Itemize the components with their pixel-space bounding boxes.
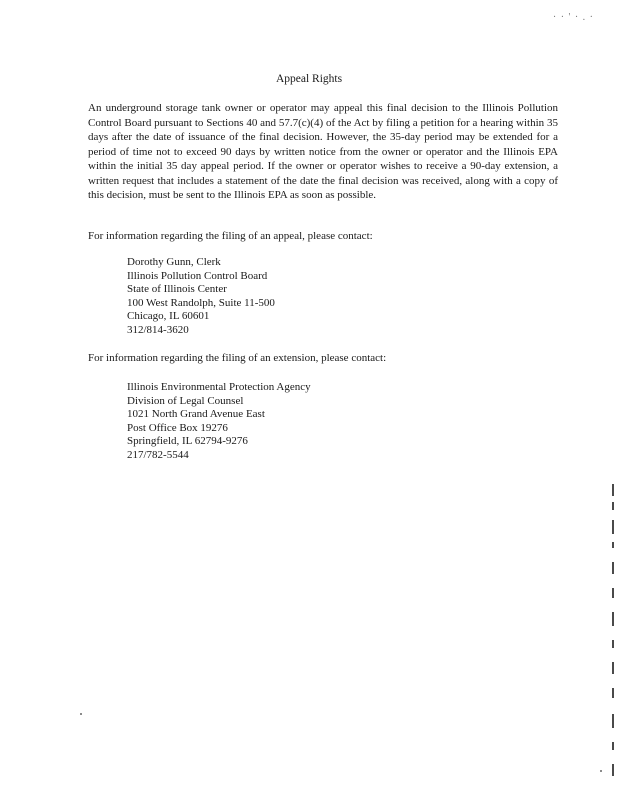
address-line: Dorothy Gunn, Clerk — [127, 256, 221, 268]
address-line: 100 West Randolph, Suite 11-500 — [127, 296, 275, 309]
appeal-rights-paragraph: An underground storage tank owner or operator may appeal this final decision to the Illinois Pollution Control Board pursuant to Sections 40 and 57.7(c)(4) of the Act by filing a petition for a hearing within 35 days after the date of issuance of the final decision. However, the 35-day period may be extended for a period of time not to exceed 90 days by written notice from the owner or operator and the Illinois EPA within the initial 35 day appeal period. If the owner or operator wishes to receive a 90-day extension, a written request that includes a statement of the date the final decision was received, along with a copy of this decision, must be sent to the Illinois EPA as soon as possible. — [88, 102, 558, 201]
page-title: Appeal Rights — [275, 73, 343, 85]
scan-corner-mark: · · ' · . · — [552, 12, 594, 23]
address-line: Illinois Environmental Protection Agency — [127, 381, 311, 393]
address-line: Division of Legal Counsel — [127, 394, 244, 407]
scan-speck — [80, 713, 82, 715]
scan-speck — [600, 770, 602, 772]
scan-margin-marks — [608, 470, 614, 790]
address-line: 312/814-3620 — [127, 323, 189, 336]
address-line: Springfield, IL 62794-9276 — [127, 435, 248, 448]
address-line: 1021 North Grand Avenue East — [127, 408, 265, 421]
extension-contact-address — [127, 381, 311, 463]
address-line: 217/782-5544 — [127, 448, 189, 461]
address-line: State of Illinois Center — [127, 283, 227, 296]
address-line: Chicago, IL 60601 — [127, 310, 210, 323]
appeal-contact-intro: For information regarding the filing of an appeal, please contact: — [88, 230, 373, 242]
appeal-contact-address — [127, 256, 275, 338]
address-line: Post Office Box 19276 — [127, 421, 228, 434]
extension-contact-intro: For information regarding the filing of an extension, please contact: — [88, 352, 387, 364]
address-line: Illinois Pollution Control Board — [127, 269, 268, 282]
